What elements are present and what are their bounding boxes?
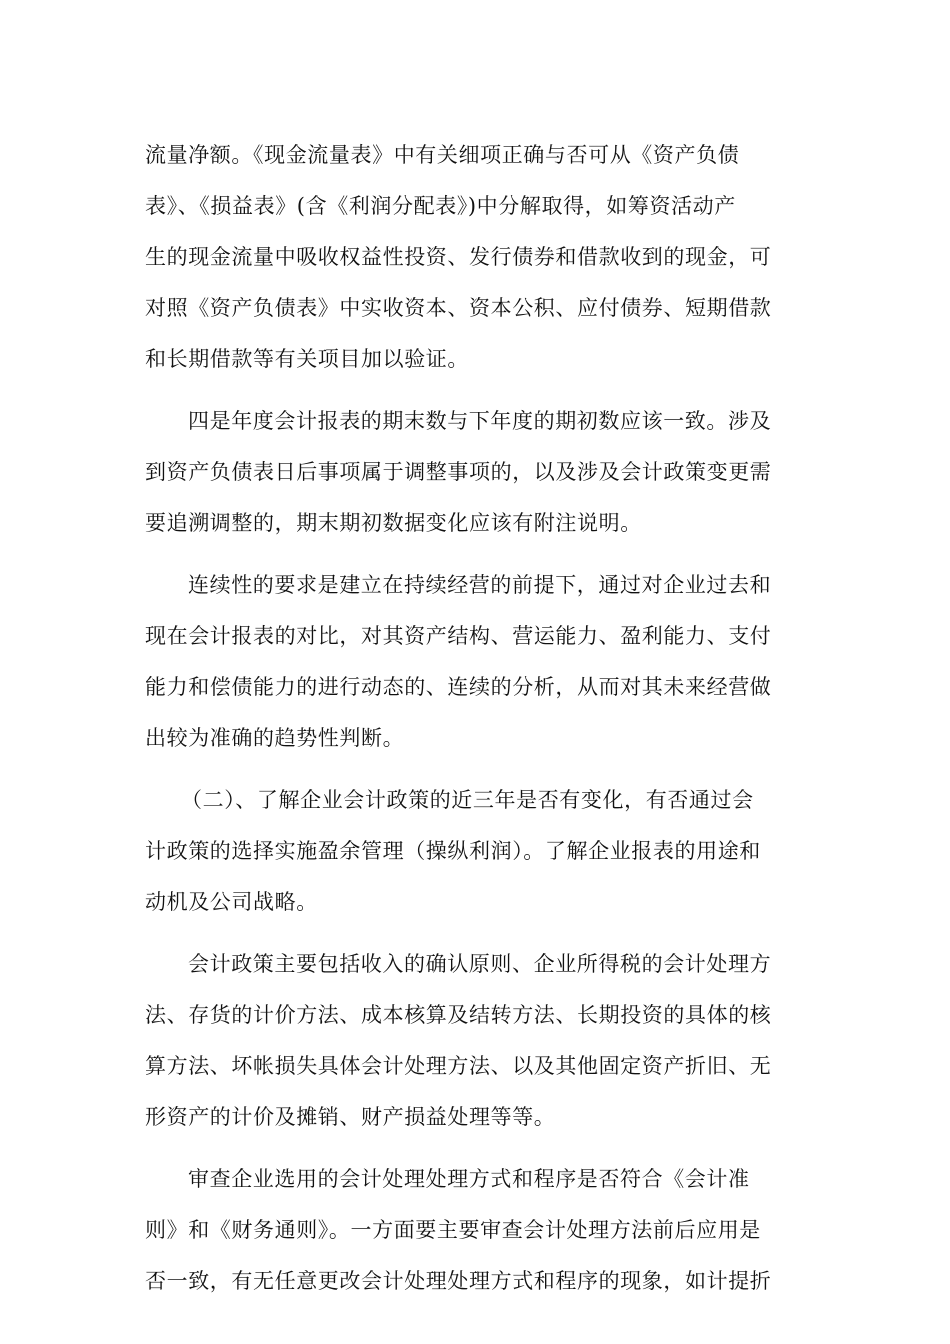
paragraph-period-consistency xyxy=(145,396,800,549)
paragraph-review-methods xyxy=(145,1154,800,1307)
paragraph-section-two xyxy=(145,775,800,928)
paragraph-accounting-policy xyxy=(145,939,800,1143)
text-line: 表》、《损益表》(含《利润分配表》)中分解取得，如筹资活动产 xyxy=(145,194,736,218)
text-line: 计政策的选择实施盈余管理（操纵利润）。了解企业报表的用途和 xyxy=(145,839,761,863)
text-line: 否一致，有无任意更改会计处理处理方式和程序的现象，如计提折 xyxy=(145,1269,772,1293)
text-line: 审查企业选用的会计处理处理方式和程序是否符合《会计准 xyxy=(188,1167,750,1191)
text-line: 则》和《财务通则》。一方面要主要审查会计处理方法前后应用是 xyxy=(145,1218,761,1242)
text-line: （二）、了解企业会计政策的近三年是否有变化，有否通过会 xyxy=(181,788,754,812)
text-line: 动机及公司战略。 xyxy=(145,890,318,914)
text-line: 和长期借款等有关项目加以验证。 xyxy=(145,347,469,371)
text-line: 要追溯调整的，期末期初数据变化应该有附注说明。 xyxy=(145,511,642,535)
text-line: 能力和偿债能力的进行动态的、连续的分析，从而对其未来经营做 xyxy=(145,675,772,699)
text-line: 现在会计报表的对比，对其资产结构、营运能力、盈利能力、支付 xyxy=(145,624,772,648)
text-line: 四是年度会计报表的期末数与下年度的期初数应该一致。涉及 xyxy=(188,409,772,433)
text-line: 连续性的要求是建立在持续经营的前提下，通过对企业过去和 xyxy=(188,573,772,597)
text-line: 到资产负债表日后事项属于调整事项的，以及涉及会计政策变更需 xyxy=(145,460,772,484)
paragraph-continuity xyxy=(145,560,800,764)
text-line: 出较为准确的趋势性判断。 xyxy=(145,726,405,750)
text-line: 算方法、坏帐损失具体会计处理方法、以及其他固定资产折旧、无 xyxy=(145,1054,772,1078)
text-line: 会计政策主要包括收入的确认原则、企业所得税的会计处理方 xyxy=(188,952,772,976)
paragraph-cash-flow xyxy=(145,130,800,385)
text-line: 生的现金流量中吸收权益性投资、发行债券和借款收到的现金，可 xyxy=(145,245,772,269)
text-line: 法、存货的计价方法、成本核算及结转方法、长期投资的具体的核 xyxy=(145,1003,772,1027)
text-line: 流量净额。《现金流量表》中有关细项正确与否可从《资产负债 xyxy=(145,143,740,167)
text-line: 形资产的计价及摊销、财产损益处理等等。 xyxy=(145,1105,556,1129)
text-line: 对照《资产负债表》中实收资本、资本公积、应付债券、短期借款 xyxy=(145,296,772,320)
body-text xyxy=(145,130,800,1307)
